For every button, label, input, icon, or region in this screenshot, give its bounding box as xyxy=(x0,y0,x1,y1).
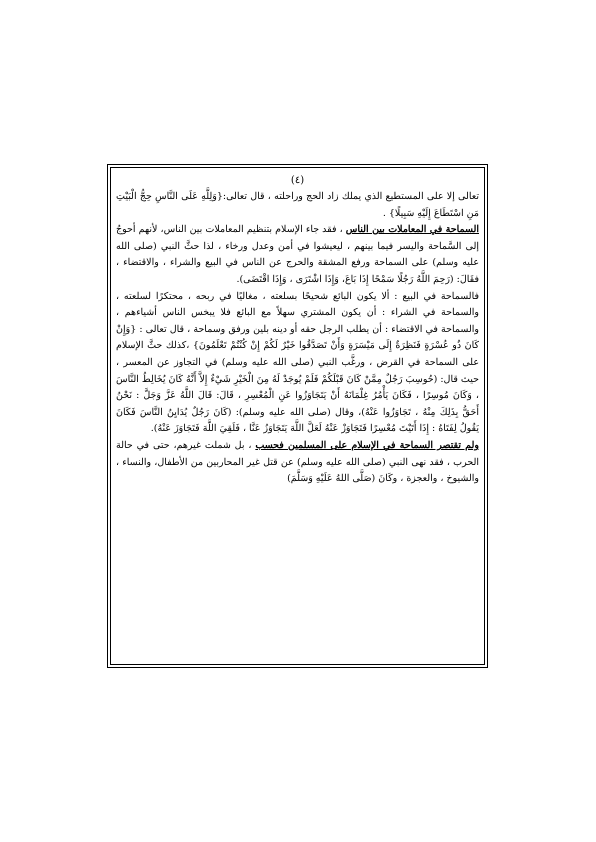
section-heading-non-muslims: ولم تقتصر السماحة في الإسلام على المسلمين فحسب xyxy=(255,439,479,451)
section-heading-transactions: السماحة في المعاملات بين الناس xyxy=(345,224,479,236)
paragraph-transactions xyxy=(116,222,479,288)
page-content xyxy=(116,174,479,660)
paragraph-hajj-text: تعالى إلا على المستطيع الذي يملك زاد الحج وراحلته ، قال تعالى:{وَلِلَّهِ عَلَى النَّاسِ حِجُّ الْبَيْتِ مَنِ اسْتَطَاعَ إِلَيْهِ سَبِيلًا} . xyxy=(116,191,479,219)
paragraph-non-muslims xyxy=(116,438,479,488)
paragraph-hajj xyxy=(116,189,479,222)
paragraph-selling-buying xyxy=(116,289,479,438)
paragraph-transactions-text: ، فقد جاء الإسلام بتنظيم المعاملات بين الناس، لأنهم أحوجُ إلى السَّماحة واليسر فيما بينهم ، ليعيشوا في أمن وعدل ورخاء ، لذا حثَّ النبي (صلى الله عليه وسلم) على السماحة ورفع المشقة والحرج عن الناس في البيع والشراء ، والاقتضاء ، فقَالَ: (رَحِمَ اللَّهُ رَجُلًا سَمْحًا إِذَا بَاعَ، وَإِذَا اشْتَرَى ، وَإِذَا اقْتَضَى). xyxy=(116,224,479,285)
page-number: (٤) xyxy=(290,175,305,186)
paragraph-non-muslims-text: ، بل شملت غيرهم، حتى في حالة الحرب ، فقد نهى النبي (صلى الله عليه وسلم) عن قتل غير المحاربين من الأطفال، والنساء ، والشيوخ ، والعجزة ، وكَانَ (صَلَّى اللهُ عَلَيْهِ وَسَلَّمَ) xyxy=(116,439,479,485)
paragraph-selling-buying-text: فالسماحة في البيع : ألا يكون البائع شحيحًا بسلعته ، مغاليًا في ربحه ، محتكرًا لسلعته ، والسماحة في الشراء : أن يكون المشتري سهلاً مع البائع فلا يبخس الناس أشياءهم ، والسماحة في الاقتضاء : أن يطلب الرجل حقه أو دينه بلين ورفق وسماحة ، قال تعالى : {وَإِنْ كَانَ ذُو عُسْرَةٍ فَنَظِرَةٌ إِلَى مَيْسَرَةٍ وَأَنْ تَصَدَّقُوا خَيْرٌ لَكُمْ إِنْ كُنْتُمْ تَعْلَمُونَ} ،كذلك حثَّ الإسلام على السماحة في القرض ، ورغَّب النبي (صلى الله عليه وسلم) في التجاوز عن المعسر ، حيث قال: (حُوسِبَ رَجُلٌ مِمَّنْ كَانَ قَبْلَكُمْ فَلَمْ يُوجَدْ لَهُ مِنَ الْخَيْرِ شَيْءٌ إِلاَّ أَنَّهُ كَانَ يُخَالِطُ النَّاسَ ، وَكَانَ مُوسِرًا ، فَكَانَ يَأْمُرُ غِلْمَانَهُ أَنْ يَتَجَاوَزُوا عَنِ الْمُعْسِرِ ، قَالَ: قَالَ اللَّهُ عَزَّ وَجَلَّ : نَحْنُ أَحَقُّ بِذَلِكَ مِنْهُ ، تَجَاوَزُوا عَنْهُ)، وقال (صلى الله عليه وسلم): (كَانَ رَجُلٌ يُدَايِنُ النَّاسَ فَكَانَ يَقُولُ لِفَتَاهُ : إِذَا أَتَيْتَ مُعْسِرًا فَتَجَاوَزْ عَنْهُ لَعَلَّ اللَّهَ يَتَجَاوَزُ عَنَّا ، فَلَقِيَ اللَّهَ فَتَجَاوَزَ عَنْهُ). xyxy=(116,290,479,435)
